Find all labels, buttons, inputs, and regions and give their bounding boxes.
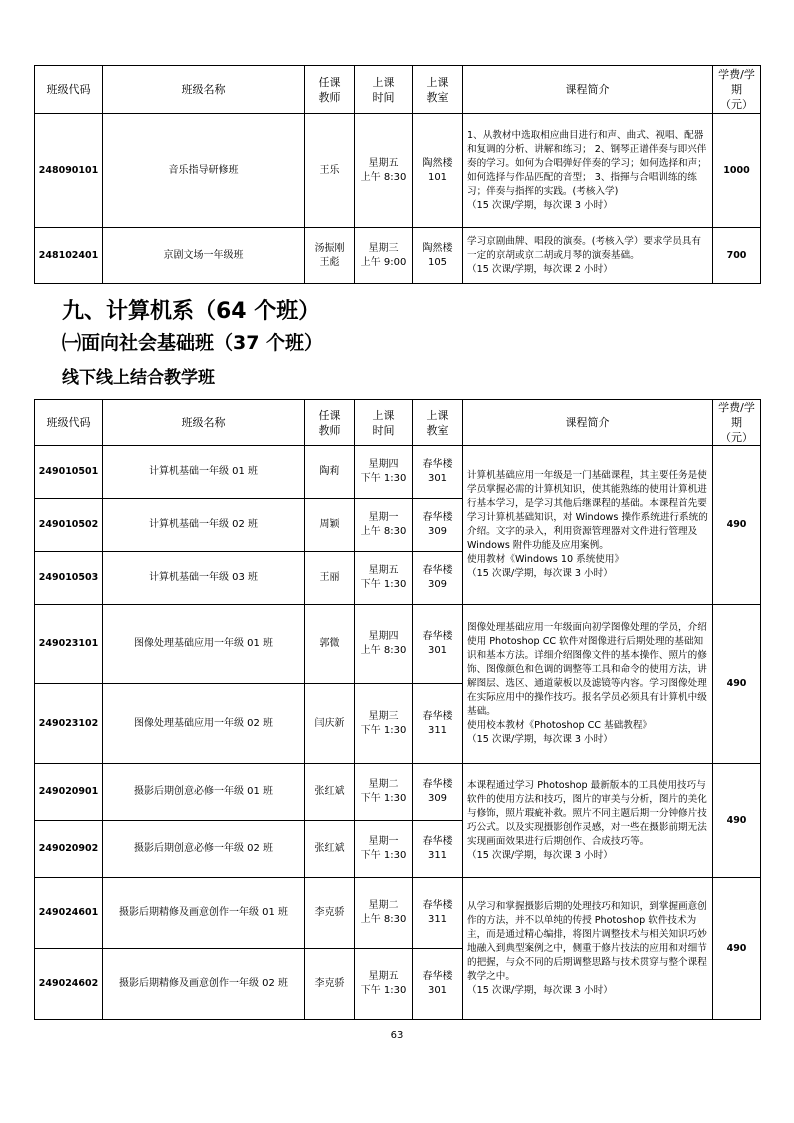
header-code: 班级代码 (35, 400, 103, 446)
teacher: 郭微 (305, 605, 355, 684)
table-row (35, 446, 761, 499)
header-name: 班级名称 (103, 66, 305, 114)
table-row (35, 605, 761, 684)
page-number: 63 (390, 1030, 404, 1041)
teacher: 闫庆新 (305, 684, 355, 764)
class-time: 星期一 下午 1:30 (355, 821, 413, 878)
class-time: 星期二 上午 8:30 (355, 878, 413, 949)
header-intro: 课程简介 (463, 66, 713, 114)
teacher: 陶莉 (305, 446, 355, 499)
class-time: 星期五 上午 8:30 (355, 114, 413, 228)
class-name: 图像处理基础应用一年级 02 班 (103, 684, 305, 764)
class-time: 星期四 下午 1:30 (355, 446, 413, 499)
class-code: 249020902 (35, 821, 103, 878)
class-code: 249024602 (35, 949, 103, 1020)
header-teacher: 任课 教师 (305, 66, 355, 114)
header-fee: 学费/学期 （元） (713, 400, 761, 446)
course-table-music (34, 65, 761, 284)
class-name: 计算机基础一年级 03 班 (103, 552, 305, 605)
class-code: 249010503 (35, 552, 103, 605)
classroom: 春华楼 309 (413, 552, 463, 605)
class-code: 249023101 (35, 605, 103, 684)
classroom: 春华楼 309 (413, 499, 463, 552)
class-name: 计算机基础一年级 01 班 (103, 446, 305, 499)
teacher: 张红斌 (305, 764, 355, 821)
class-name: 摄影后期精修及画意创作一年级 02 班 (103, 949, 305, 1020)
class-name: 摄影后期创意必修一年级 01 班 (103, 764, 305, 821)
course-table-computer (34, 399, 761, 1020)
table-row (35, 228, 761, 284)
header-time: 上课 时间 (355, 400, 413, 446)
table-row (35, 114, 761, 228)
table-header-row (35, 66, 761, 114)
header-teacher: 任课 教师 (305, 400, 355, 446)
classroom: 陶然楼 101 (413, 114, 463, 228)
class-code: 249010502 (35, 499, 103, 552)
tuition-fee: 490 (713, 764, 761, 878)
teacher: 王乐 (305, 114, 355, 228)
class-time: 星期三 上午 9:00 (355, 228, 413, 284)
teacher: 李克骄 (305, 878, 355, 949)
classroom: 春华楼 309 (413, 764, 463, 821)
class-code: 248090101 (35, 114, 103, 228)
class-code: 249020901 (35, 764, 103, 821)
classroom: 春华楼 301 (413, 605, 463, 684)
tuition-fee: 490 (713, 446, 761, 605)
class-time: 星期一 上午 8:30 (355, 499, 413, 552)
table-header-row (35, 400, 761, 446)
class-name: 摄影后期精修及画意创作一年级 01 班 (103, 878, 305, 949)
class-code: 249023102 (35, 684, 103, 764)
class-code: 248102401 (35, 228, 103, 284)
class-name: 图像处理基础应用一年级 01 班 (103, 605, 305, 684)
tuition-fee: 700 (713, 228, 761, 284)
course-intro: 1、从教材中选取相应曲目进行和声、曲式、视唱、配器和复调的分析、讲解和练习； 2、钢琴正谱伴奏与即兴伴奏的学习。如何为合唱弹好伴奏的学习；如何选择和声；如何选择与作品匹配的音型； 3、指揮与合唱训练的练习；伴奏与指挥的实践。(考核入学) （15 次课/学期，每次课 3 小时） (463, 114, 713, 228)
course-intro: 计算机基础应用一年级是一门基础课程，其主要任务是使学员掌握必需的计算机知识，使其能熟练的使用计算机进行基本学习，是学习其他后继课程的基础。本课程首先要学习计算机基础知识，对 Windows 操作系统进行系统的介绍。文字的录入，利用资源管理器对文件进行管理及 Windows 附件功能及应用案例。 使用教材《Windows 10 系统使用》 （15 次课/学期，每次课 3 小时） (463, 446, 713, 605)
header-room: 上课 教室 (413, 66, 463, 114)
classroom: 春华楼 311 (413, 878, 463, 949)
classroom: 陶然楼 105 (413, 228, 463, 284)
tuition-fee: 490 (713, 878, 761, 1020)
header-fee: 学费/学期 （元） (713, 66, 761, 114)
class-time: 星期五 下午 1:30 (355, 949, 413, 1020)
teacher: 张红斌 (305, 821, 355, 878)
class-time: 星期二 下午 1:30 (355, 764, 413, 821)
class-code: 249024601 (35, 878, 103, 949)
tuition-fee: 490 (713, 605, 761, 764)
course-intro: 学习京剧曲牌、唱段的演奏。(考核入学）要求学员具有一定的京胡或京二胡或月琴的演奏基础。 （15 次课/学期，每次课 2 小时） (463, 228, 713, 284)
class-name: 计算机基础一年级 02 班 (103, 499, 305, 552)
class-name: 摄影后期创意必修一年级 02 班 (103, 821, 305, 878)
tuition-fee: 1000 (713, 114, 761, 228)
teacher: 周颖 (305, 499, 355, 552)
classroom: 春华楼 301 (413, 949, 463, 1020)
course-intro: 本课程通过学习 Photoshop 最新版本的工具使用技巧与软件的使用方法和技巧，图片的审美与分析，图片的美化与修饰，照片瑕疵补救。照片不同主题后期一分钟修片技巧公式。以及实现摄影创作灵感，对一些在摄影前期无法实现画面效果进行后期创作、合成技巧等。 （15 次课/学期，每次课 3 小时） (463, 764, 713, 878)
department-heading: 九、计算机系（64 个班） (62, 299, 321, 324)
classroom: 春华楼 301 (413, 446, 463, 499)
course-intro: 从学习和掌握摄影后期的处理技巧和知识，到掌握画意创作的方法，并不以单纯的传授 Photoshop 软件技术为主，而是通过精心编排，将图片调整技术与相关知识巧妙地融入到典型案例之中，侧重于修片技法的应用和对细节的把握，与众不同的后期调整思路与技术贯穿与整个课程教学之中。 （15 次课/学期，每次课 3 小时） (463, 878, 713, 1020)
class-code: 249010501 (35, 446, 103, 499)
classroom: 春华楼 311 (413, 821, 463, 878)
table-row (35, 878, 761, 949)
class-name: 音乐指导研修班 (103, 114, 305, 228)
teacher: 李克骄 (305, 949, 355, 1020)
header-room: 上课 教室 (413, 400, 463, 446)
header-code: 班级代码 (35, 66, 103, 114)
table-row (35, 764, 761, 821)
header-intro: 课程简介 (463, 400, 713, 446)
class-time: 星期四 上午 8:30 (355, 605, 413, 684)
section-heading: ㈠面向社会基础班（37 个班） (62, 332, 324, 354)
teacher: 汤振刚 王彪 (305, 228, 355, 284)
class-time: 星期三 下午 1:30 (355, 684, 413, 764)
header-time: 上课 时间 (355, 66, 413, 114)
teacher: 王丽 (305, 552, 355, 605)
header-name: 班级名称 (103, 400, 305, 446)
class-time: 星期五 下午 1:30 (355, 552, 413, 605)
course-intro: 图像处理基础应用一年级面向初学图像处理的学员，介绍使用 Photoshop CC 软件对图像进行后期处理的基础知识和基本方法。详细介绍图像文件的基本操作、照片的修饰、图像颜色和色调的调整等工具和命令的使用方法，讲解图层、选区、通道蒙板以及滤镜等内容。学习图像处理在实际应用中的操作技巧。报名学员必须具有计算机中级基础。 使用校本教材《Photoshop CC 基础教程》 （15 次课/学期，每次课 3 小时） (463, 605, 713, 764)
teaching-mode-heading: 线下线上结合教学班 (62, 368, 215, 388)
classroom: 春华楼 311 (413, 684, 463, 764)
class-name: 京剧文场一年级班 (103, 228, 305, 284)
